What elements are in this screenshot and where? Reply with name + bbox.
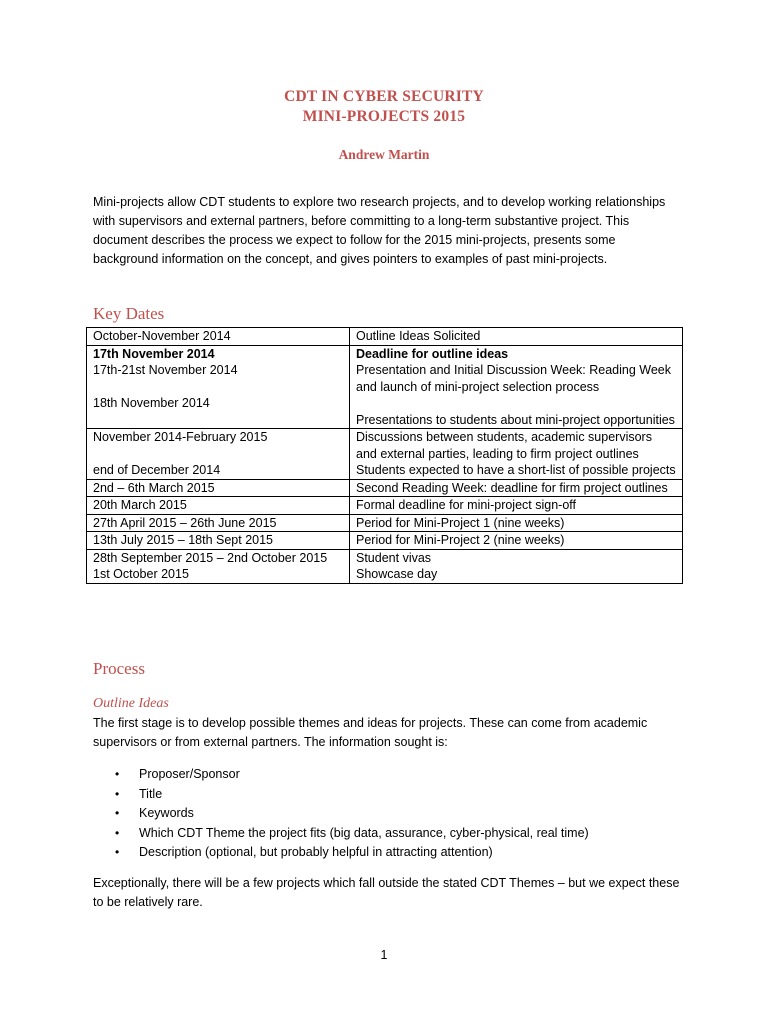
list-item-text: Title	[139, 786, 163, 801]
key-dates-table	[86, 327, 683, 584]
document-title-line-1: CDT IN CYBER SECURITY	[284, 88, 484, 105]
date-cell: 1st October 2015	[93, 567, 189, 581]
date-cell: end of December 2014	[93, 463, 221, 477]
description-cell: Student vivas	[356, 550, 432, 565]
description-cell: Outline Ideas Solicited	[350, 328, 683, 346]
document-author: Andrew Martin	[338, 147, 430, 162]
description-cell: Showcase day	[356, 567, 438, 581]
description-cell: Period for Mini-Project 2 (nine weeks)	[350, 532, 683, 550]
closing-paragraph: Exceptionally, there will be a few projects which fall outside the stated CDT Themes – but we expect these to be relatively rare.	[93, 876, 680, 909]
list-item	[93, 785, 683, 805]
date-cell: 20th March 2015	[87, 497, 350, 515]
description-cell: Students expected to have a short-list of possible projects	[356, 463, 676, 477]
date-cell-group	[87, 549, 350, 583]
description-cell: Formal deadline for mini-project sign-off	[350, 497, 683, 515]
date-cell-group	[87, 429, 350, 480]
date-cell: November 2014-February 2015	[93, 430, 268, 444]
outline-ideas-heading: Outline Ideas	[93, 696, 169, 711]
table-row	[87, 345, 683, 429]
description-cell: Discussions between students, academic supervisors and external parties, leading to firm project outlines	[356, 430, 652, 461]
list-item	[93, 765, 683, 785]
description-cell: Second Reading Week: deadline for firm project outlines	[350, 479, 683, 497]
description-cell: Period for Mini-Project 1 (nine weeks)	[350, 514, 683, 532]
table-row	[87, 514, 683, 532]
date-cell: October-November 2014	[87, 328, 350, 346]
list-item-text: Proposer/Sponsor	[139, 767, 240, 781]
outline-ideas-paragraph: The first stage is to develop possible themes and ideas for projects. These can come from academic supervisors or from external partners. The information sought is:	[93, 716, 648, 749]
date-cell: 17th November 2014	[93, 346, 215, 361]
bullet-icon: •	[115, 806, 120, 821]
date-cell: 17th-21st November 2014	[93, 363, 238, 377]
document-title-line-2: MINI-PROJECTS 2015	[302, 108, 466, 125]
date-cell: 27th April 2015 – 26th June 2015	[87, 514, 350, 532]
intro-paragraph: Mini-projects allow CDT students to explore two research projects, and to develop working relationships with supervisors and external partners, before committing to a long-term substantive project. This document describes the process we expect to follow for the 2015 mini-projects, presents some background information on the concept, and gives pointers to examples of past mini-projects.	[93, 195, 666, 266]
key-dates-heading: Key Dates	[93, 304, 165, 323]
description-cell-group	[350, 549, 683, 583]
table-row	[87, 532, 683, 550]
bullet-icon: •	[115, 825, 120, 840]
page-number: 1	[380, 948, 388, 962]
list-item	[93, 824, 683, 844]
table-row	[87, 479, 683, 497]
list-item-text: Which CDT Theme the project fits (big data, assurance, cyber-physical, real time)	[139, 825, 589, 840]
table-row	[87, 429, 683, 480]
process-heading: Process	[93, 659, 145, 678]
table-row	[87, 497, 683, 515]
list-item	[93, 843, 683, 863]
description-cell: Deadline for outline ideas	[356, 346, 509, 361]
bullet-icon: •	[115, 767, 120, 781]
bullet-icon: •	[115, 845, 120, 860]
description-cell-group	[350, 345, 683, 429]
date-cell: 18th November 2014	[93, 396, 210, 410]
list-item-text: Keywords	[139, 806, 194, 821]
date-cell: 13th July 2015 – 18th Sept 2015	[87, 532, 350, 550]
date-cell: 2nd – 6th March 2015	[87, 479, 350, 497]
description-cell: Presentation and Initial Discussion Week: Reading Week and launch of mini-project selection process	[356, 363, 671, 394]
information-list	[93, 765, 683, 863]
date-cell-group	[87, 345, 350, 429]
table-row	[87, 328, 683, 346]
table-row	[87, 549, 683, 583]
description-cell: Presentations to students about mini-project opportunities	[356, 412, 675, 427]
description-cell-group	[350, 429, 683, 480]
list-item-text: Description (optional, but probably helpful in attracting attention)	[139, 845, 493, 860]
date-cell: 28th September 2015 – 2nd October 2015	[93, 550, 328, 565]
bullet-icon: •	[115, 786, 120, 801]
list-item	[93, 804, 683, 824]
